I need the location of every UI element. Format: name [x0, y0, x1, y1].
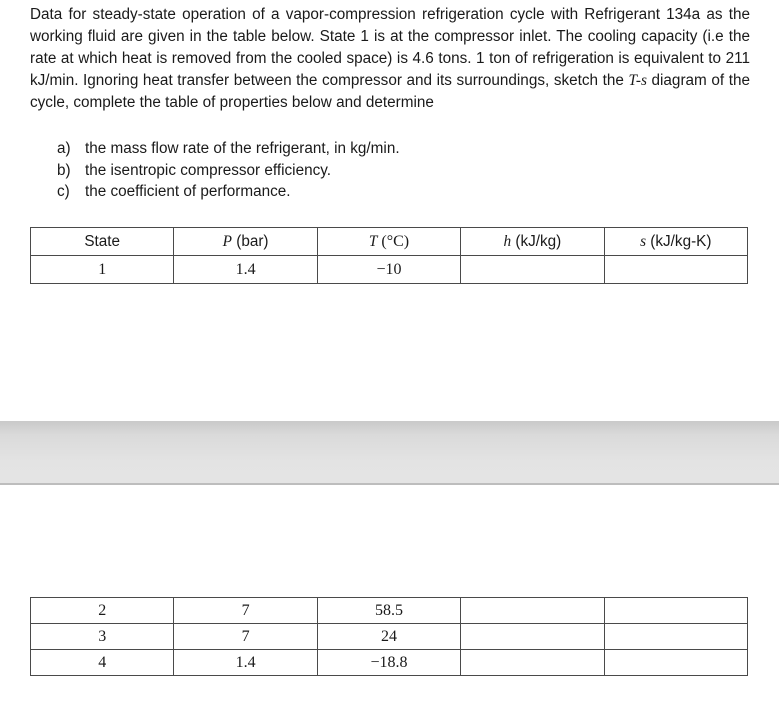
question-c-marker: c) — [57, 183, 70, 200]
header-state: State — [31, 228, 174, 256]
state-4-enthalpy — [461, 650, 604, 676]
state-2-number: 2 — [31, 598, 174, 624]
header-entropy — [604, 228, 747, 256]
state-4-temperature: −18.8 — [317, 650, 460, 676]
state-4-entropy — [604, 650, 747, 676]
header-pressure-unit: (bar) — [231, 232, 269, 250]
state-3-number: 3 — [31, 624, 174, 650]
header-temperature — [317, 228, 460, 256]
state-1-entropy — [604, 256, 747, 284]
question-list — [57, 138, 400, 203]
properties-table-top — [30, 227, 748, 284]
problem-text-before: Data for steady-state operation of a vapor-compression refrigeration cycle with Refrigerant 134a as the working fluid are given in the table below. State 1 is at the compressor inlet. The cooling capacity (i.e the rate at which heat is removed from the cooled space) is 4.6 tons. 1 ton of refrigeration is equivalent to 211 kJ/min. Ignoring heat transfer between the compressor and its surroundings, sketch the — [30, 6, 750, 89]
problem-text-after: diagram of the cycle, complete the table of properties below and determine — [30, 72, 750, 111]
state-2-pressure: 7 — [174, 598, 317, 624]
question-a — [57, 138, 400, 160]
question-b-marker: b) — [57, 161, 71, 179]
table-row — [31, 256, 748, 284]
state-2-enthalpy — [461, 598, 604, 624]
header-temperature-symbol: T — [368, 232, 378, 250]
table-row — [31, 650, 748, 676]
state-1-pressure: 1.4 — [174, 256, 317, 284]
header-pressure-symbol: P — [222, 232, 232, 250]
state-1-temperature: −10 — [317, 256, 460, 284]
table-row — [31, 598, 748, 624]
state-1-number: 1 — [31, 256, 174, 284]
question-c-text: the coefficient of performance. — [85, 183, 291, 200]
state-2-entropy — [604, 598, 747, 624]
header-enthalpy-symbol: h — [503, 232, 512, 250]
header-temperature-unit: (°C) — [377, 232, 410, 250]
question-a-marker: a) — [57, 140, 71, 157]
page-break-edge — [0, 483, 779, 485]
header-enthalpy-unit: (kJ/kg) — [511, 232, 562, 250]
table-row — [31, 624, 748, 650]
header-entropy-unit: (kJ/kg-K) — [646, 232, 712, 250]
state-1-enthalpy — [461, 256, 604, 284]
state-2-temperature: 58.5 — [317, 598, 460, 624]
state-3-enthalpy — [461, 624, 604, 650]
state-3-pressure: 7 — [174, 624, 317, 650]
problem-statement — [30, 4, 750, 114]
state-4-pressure: 1.4 — [174, 650, 317, 676]
properties-table-bottom — [30, 597, 748, 676]
header-entropy-symbol: s — [640, 232, 647, 250]
question-c — [57, 181, 400, 203]
diagram-name: T-s — [628, 72, 647, 89]
header-enthalpy — [461, 228, 604, 256]
question-b-text: the isentropic compressor efficiency. — [85, 161, 331, 179]
state-3-temperature: 24 — [317, 624, 460, 650]
header-pressure — [174, 228, 317, 256]
state-3-entropy — [604, 624, 747, 650]
question-b — [57, 160, 400, 182]
question-a-text: the mass flow rate of the refrigerant, in kg/min. — [85, 140, 400, 157]
state-4-number: 4 — [31, 650, 174, 676]
page-break-band — [0, 421, 779, 485]
table-header-row — [31, 228, 748, 256]
